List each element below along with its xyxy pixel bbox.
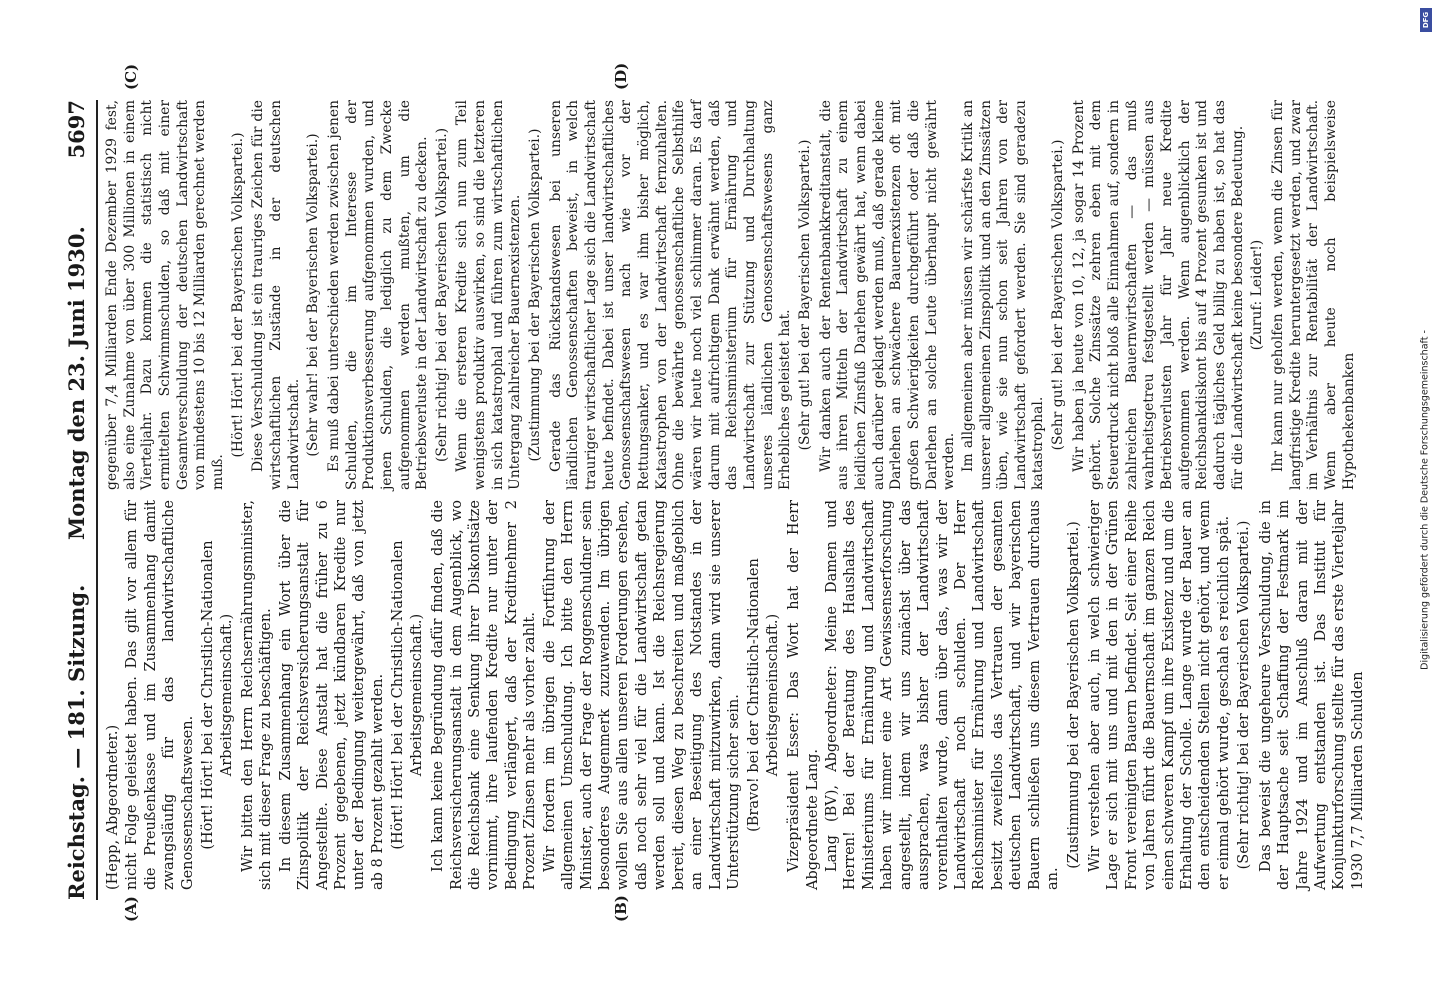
interjection: (Sehr gut! bei der Bayerischen Volkspartei.) xyxy=(796,139,813,451)
interjection: (Hört! Hört! bei der Christlich-Nationalen Arbeitsgemeinschaft.) xyxy=(200,540,235,850)
page-header xyxy=(64,100,94,900)
interjection: (Sehr gut! bei der Bayerischen Volkspartei.) xyxy=(1050,139,1067,451)
paragraph: (Hepp, Abgeordneter.) xyxy=(105,724,121,890)
right-column xyxy=(104,100,1359,490)
paragraph: Das beweist die ungeheure Verschuldung, die in der Hauptsache seit Schaffung der Festmark im Jahre 1924 und im Anschluß daran mit der Aufwertung entstanden ist. Das Institut für Konjunkturforschung stellte für das erste Vierteljahr 1930 7,7 Milliarden Schulden xyxy=(1257,500,1366,890)
margin-marker-a: (A) xyxy=(122,896,140,922)
interjection: (Hört! Hört! bei der Christlich-Nationalen Arbeitsgemeinschaft.) xyxy=(390,540,425,850)
header-session: Reichstag. — 181. Sitzung. xyxy=(64,584,89,900)
dfg-logo-text: DFG xyxy=(1422,11,1430,29)
paragraph: Gerade das Rückstandswesen bei unseren ländlichen Genossenschaften beweist, in welch trauriger wirtschaftlicher Lage sich die Landwirtschaft heute befindet. Dabei ist unser landwirtschaftliches Genossenschaftswesen nach wie vor der Rettungsanker, und es war ihm bisher möglich, Katastrophen von der Landwirtschaft fernzuhalten. Ohne die bewährte genossenschaftliche Selbsthilfe wären wir heute noch viel schlimmer daran. Es darf darum mit aufrichtigem Dank erwähnt werden, daß das Reichsministerium für Ernährung und Landwirtschaft zur Stützung und Durchhaltung unseres ländlichen Genossenschaftswesens ganz Erhebliches geleistet hat. xyxy=(547,100,794,490)
interjection: (Sehr richtig! bei der Bayerischen Volkspartei.) xyxy=(433,127,450,463)
paragraph: Wir danken auch der Rentenbankkreditanstalt, die aus ihren Mitteln der Landwirtschaft zu einem leidlichen Zinsfuß Darlehen gewährt hat, wenn dabei auch darüber geklagt werden muß, daß gerade kleine Darlehen an schwächere Bauernexistenzen oft mit großen Schwierigkeiten durchgeführt oder daß die Darlehen an solche Leute überhaupt nicht gewährt werden. xyxy=(817,100,958,490)
margin-marker-b: (B) xyxy=(612,895,630,922)
header-rule xyxy=(96,100,98,900)
margin-marker-d: (D) xyxy=(612,62,630,90)
paragraph: Es muß dabei unterschieden werden zwischen jenen Schulden, die im Interesse der Produktionsverbesserung aufgenommen wurden, und jenen Schulden, die lediglich zu dem Zwecke aufgenommen werden mußten, um die Betriebsverluste in der Landwirtschaft zu decken. xyxy=(325,100,431,490)
header-page-number: 5697 xyxy=(64,100,89,159)
paragraph: Wir fordern im übrigen die Fortführung der allgemeinen Umschuldung. Ich bitte den Herrn Minister, auch der Frage der Roggenschuldner sein besonderes Augenmerk zuzuwenden. Im übrigen wollen Sie aus allen unseren Forderungen ersehen, daß noch sehr viel für die Landwirtschaft getan werden soll und kann. Ist die Reichsregierung bereit, diesen Weg zu beschreiten und maßgeblich an einer Beseitigung des Notstandes in der Landwirtschaft mitzuwirken, dann wird sie unserer Unterstützung sicher sein. xyxy=(541,500,742,890)
paragraph: gegenüber 7,4 Milliarden Ende Dezember 1929 fest, also eine Zunahme von über 300 Millionen in einem Vierteljahr. Dazu kommen die statistisch nicht ermittelten Schwimmschulden, so daß mit einer Gesamtverschuldung der deutschen Landwirtschaft von mindestens 10 bis 12 Milliarden gerechnet werden muß. xyxy=(104,100,226,490)
interjection: (Zustimmung bei der Bayerischen Volkspartei.) xyxy=(527,128,544,462)
left-column xyxy=(104,500,1368,890)
paragraph: In diesem Zusammenhang ein Wort über die Zinspolitik der Reichsversicherungsanstalt für Angestellte. Diese Anstalt hat die früher zu 6 Prozent gegebenen, jetzt kündbaren Kredite nur unter der Bedingung weitergewährt, daß von jetzt ab 8 Prozent gezahlt werden. xyxy=(277,500,386,890)
paragraph: Lang (BV), Abgeordneter: Meine Damen und Herren! Bei der Beratung des Haushalts des Ministeriums für Ernährung und Landwirtschaft haben wir immer eine Art Gewissenserforschung angestellt, indem wir uns zunächst über das aussprachen, was bisher der Landwirtschaft vorenthalten wurde, dann über das, was wir der Landwirtschaft noch schulden. Der Herr Reichsminister für Ernährung und Landwirtschaft besitzt zweifellos das Vertrauen der gesamten deutschen Landwirtschaft, und wir bayerischen Bauern schließen uns diesem Vertrauen durchaus an. xyxy=(824,500,1062,890)
paragraph: Wenn die ersteren Kredite sich nun zum Teil wenigstens produktiv auswirken, so sind die letzteren in sich katastrophal und führen zum wirtschaftlichen Untergang zahlreicher Bauernexistenzen. xyxy=(454,100,524,490)
paragraph: Ihr kann nur geholfen werden, wenn die Zinsen für langfristige Kredite heruntergesetzt werden, und zwar im Verhältnis zur Rentabilität der Landwirtschaft. Wenn aber heute noch beispielsweise Hypothekenbanken xyxy=(1270,100,1357,490)
header-date: Montag den 23. Juni 1930. xyxy=(64,226,89,540)
dfg-logo xyxy=(1420,8,1432,32)
margin-marker-c: (C) xyxy=(122,63,140,90)
paragraph: Ich kann keine Begründung dafür finden, daß die Reichsversicherungsanstalt in dem Augenblick, wo die Reichsbank eine Senkung ihrer Diskontsätze vornimmt, ihre laufenden Kredite nur unter der Bedingung verlängert, daß der Kreditnehmer 2 Prozent Zinsen mehr als vorher zahlt. xyxy=(430,500,539,890)
paragraph: Wir bitten den Herrn Reichsernährungsminister, sich mit dieser Frage zu beschäftigen. xyxy=(239,500,275,890)
interjection: (Sehr richtig! bei der Bayerischen Volkspartei.) xyxy=(1236,520,1253,870)
paragraph: Im allgemeinen aber müssen wir schärfste Kritik an unserer allgemeinen Zinspolitik und an den Zinssätzen üben, wie sie nun schon seit Jahren von der Landwirtschaft gefordert werden. Sie sind geradezu katastrophal. xyxy=(959,100,1047,490)
paragraph: nicht Folge geleistet haben. Das gilt vor allem für die Preußenkasse und im Zusammenhang damit zwangsläufig für das landwirtschaftliche Genossenschaftswesen. xyxy=(124,500,196,890)
interjection: (Sehr wahr! bei der Bayerischen Volkspartei.) xyxy=(305,133,322,457)
interjection: (Zustimmung bei der Bayerischen Volkspartei.) xyxy=(1065,521,1082,869)
interjection: (Hört! Hört! bei der Bayerischen Volkspartei.) xyxy=(229,132,246,458)
scanned-page xyxy=(52,62,1382,930)
paragraph: Diese Verschuldung ist ein trauriges Zeichen für die wirtschaftlichen Zustände in der deutschen Landwirtschaft. xyxy=(250,100,302,490)
paragraph: Wir verstehen aber auch, in welch schwieriger Lage er sich mit uns und mit den in der Grünen Front vereinigten Bauern befindet. Seit einer Reihe von Jahren führt die Bauernschaft im ganzen Reich einen schweren Kampf um ihre Existenz und um die Erhaltung der Scholle. Lange wurde der Bauer an den entscheidenden Stellen nicht gehört, und wenn er einmal gehört wurde, geschah es reichlich spät. xyxy=(1086,500,1232,890)
paragraph: Vizepräsident Esser: Das Wort hat der Herr Abgeordnete Lang. xyxy=(786,500,821,890)
interjection: (Zuruf: Leider!) xyxy=(1249,239,1266,351)
paragraph: Wir haben ja heute von 10, 12, ja sogar 14 Prozent gehört. Solche Zinssätze zehren eben mit dem Steuerdruck nicht bloß alle Einnahmen auf, sondern in zahlreichen Bauernwirtschaften — das muß wahrheitsgetreu festgestellt werden — müssen aus Betriebsverlusten Jahr für Jahr neue Kredite aufgenommen werden. Wenn augenblicklich der Reichsbankdiskont bis auf 4 Prozent gesunken ist und dadurch tägliches Geld billig zu haben ist, so hat das für die Landwirtschaft keine besondere Bedeutung. xyxy=(1070,100,1246,490)
digitization-text: Digitalisierung gefördert durch die Deutsche Forschungsgemeinschaft - xyxy=(1419,330,1431,670)
interjection: (Bravo! bei der Christlich-Nationalen Arbeitsgemeinschaft.) xyxy=(746,558,781,832)
digitization-note xyxy=(1418,8,1432,992)
